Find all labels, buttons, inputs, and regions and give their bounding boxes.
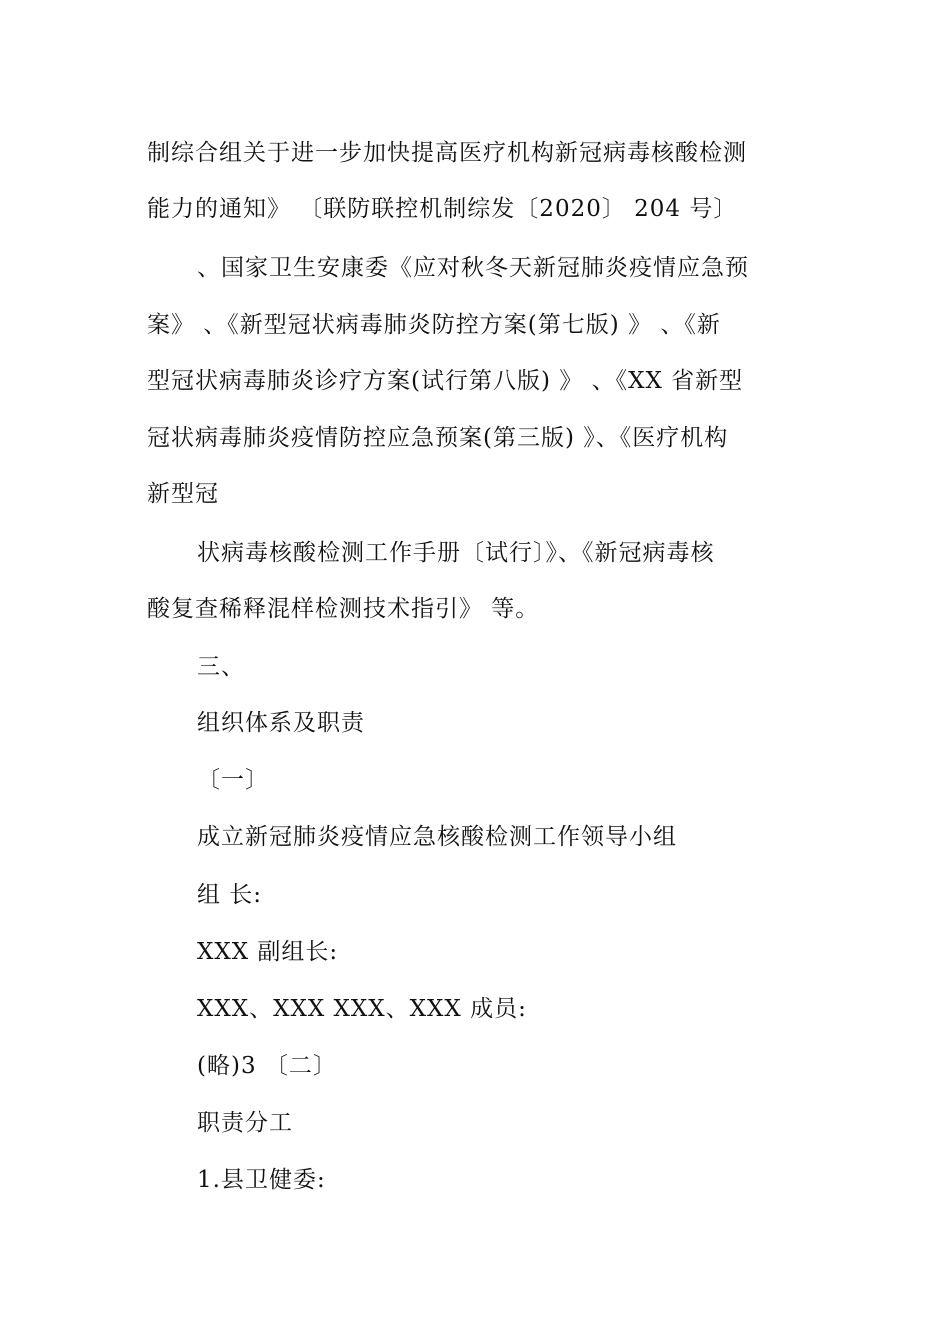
omitted-line: (略)3 〔二〕 — [197, 1053, 337, 1079]
paragraph-1-line-2: 能力的通知》 〔联防联控机制综发〔2020〕 204 号〕 — [147, 196, 738, 222]
paragraph-2-line-2: 案》 、《新型冠状病毒肺炎防控方案(第七版) 》 、《新 — [147, 312, 721, 338]
deputy-line: XXX 副组长: — [197, 939, 339, 965]
paragraph-3-line-1: 状病毒核酸检测工作手册〔试行〕》、《新冠病毒核 — [197, 540, 715, 566]
subsection-1-number: 〔一〕 — [197, 767, 269, 793]
section-3-number: 三、 — [197, 654, 245, 680]
paragraph-2-line-3: 型冠状病毒肺炎诊疗方案(试行第八版) 》 、《XX 省新型 — [147, 368, 744, 394]
item-1: 1.县卫健委: — [197, 1167, 326, 1193]
group-leader-label: 组 长: — [197, 882, 263, 908]
members-line: XXX、XXX XXX、XXX 成员: — [197, 996, 527, 1022]
paragraph-3-line-2: 酸复查稀释混样检测技术指引》 等。 — [147, 596, 540, 622]
section-3-title: 组织体系及职责 — [197, 710, 365, 736]
paragraph-2-line-1: 、国家卫生安康委《应对秋冬天新冠肺炎疫情应急预 — [197, 255, 749, 281]
duties-title: 职责分工 — [197, 1110, 293, 1136]
paragraph-1-line-1: 制综合组关于进一步加快提高医疗机构新冠病毒核酸检测 — [147, 140, 747, 166]
paragraph-2-line-4: 冠状病毒肺炎疫情防控应急预案(第三版) 》、《医疗机构 — [147, 425, 729, 451]
paragraph-2-line-5: 新型冠 — [147, 481, 219, 507]
subsection-1-title: 成立新冠肺炎疫情应急核酸检测工作领导小组 — [197, 824, 677, 850]
